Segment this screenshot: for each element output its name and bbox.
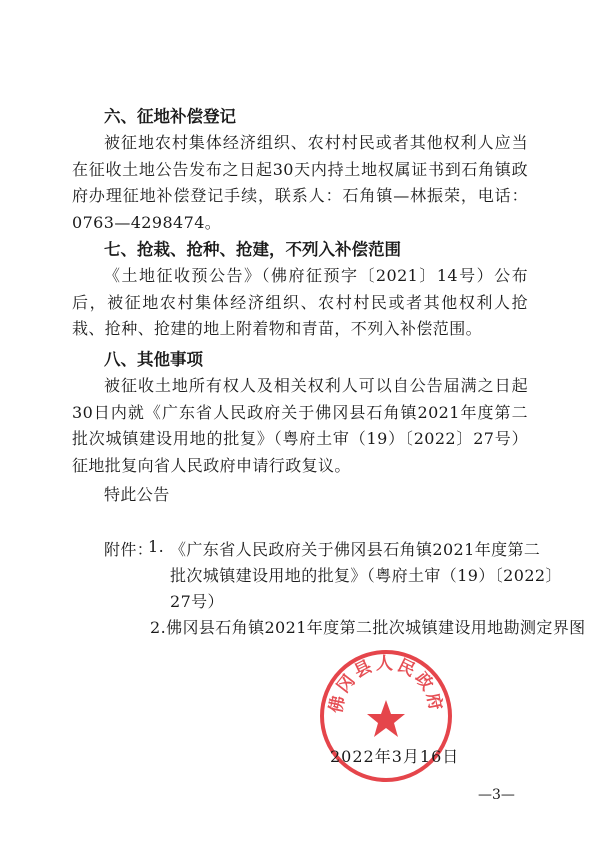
document-date: 2022年3月16日 (330, 747, 460, 766)
section-8-heading: 八、其他事项 (104, 350, 203, 369)
attachment-1-number: 1. (148, 537, 165, 556)
closing-text: 特此公告 (104, 485, 170, 504)
attachment-1-line-3: 27号） (170, 592, 224, 611)
attachments-label: 附件： (104, 540, 154, 559)
section-7-body: 《土地征收预公告》（佛府征预字〔2021〕14号）公布后，被征地农村集体经济组织、农村村民或者其他权利人抢栽、抢种、抢建的地上附着物和青苗，不列入补偿范围。 (72, 266, 528, 338)
page-number: —3— (478, 787, 515, 803)
section-7-heading: 七、抢栽、抢种、抢建，不列入补偿范围 (104, 240, 401, 259)
svg-text:佛冈县人民政府: 佛冈县人民政府 (326, 653, 446, 715)
attachment-1-line-1: 《广东省人民政府关于佛冈县石角镇2021年度第二 (170, 540, 541, 559)
attachment-2: 2.佛冈县石角镇2021年度第二批次城镇建设用地勘测定界图 (150, 618, 586, 637)
section-6-body: 被征地农村集体经济组织、农村村民或者其他权利人应当在征收土地公告发布之日起30天内持土地权属证书到石角镇政府办理征地补偿登记手续，联系人：石角镇—林振荣，电话：0763—4298474。 (72, 133, 528, 232)
section-6-heading: 六、征地补偿登记 (104, 107, 236, 126)
attachment-1-line-2: 批次城镇建设用地的批复》（粤府土审（19）〔2022〕 (170, 566, 562, 585)
section-8-body: 被征收土地所有权人及相关权利人可以自公告届满之日起30日内就《广东省人民政府关于佛冈县石角镇2021年度第二批次城镇建设用地的批复》（粤府土审（19）〔2022〕27号）征地批复向省人民政府申请行政复议。 (72, 376, 528, 475)
